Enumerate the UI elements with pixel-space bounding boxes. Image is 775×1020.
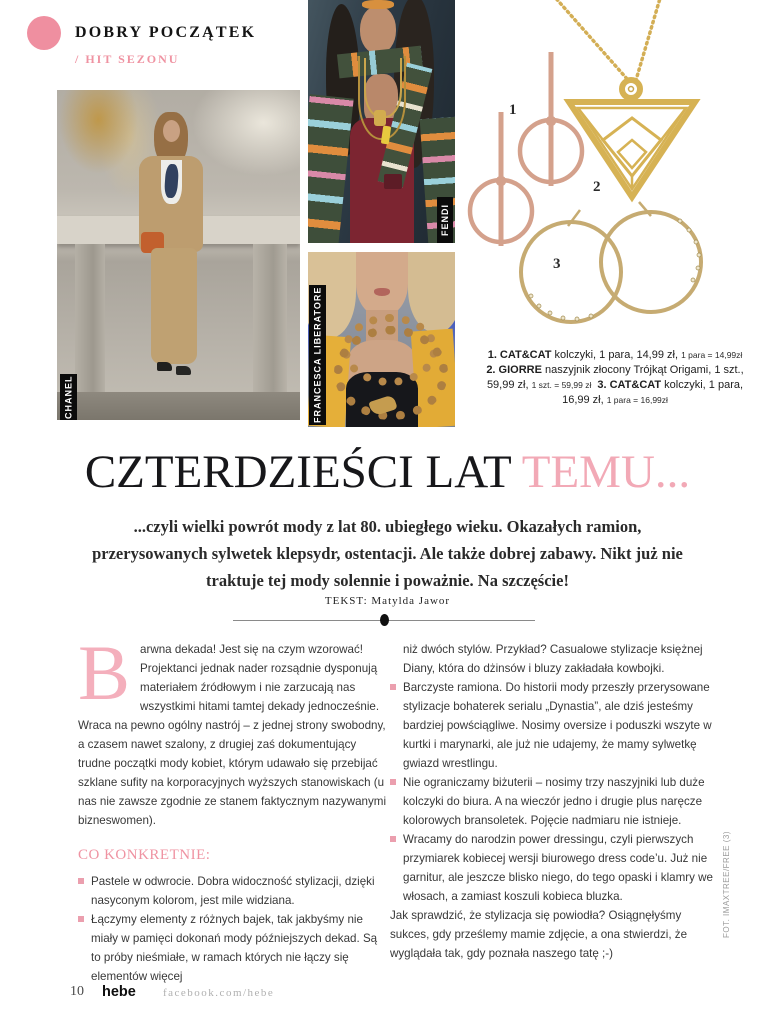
bullet-list-left bbox=[78, 872, 386, 986]
product-number-2: 2 bbox=[593, 179, 601, 195]
byline: TEKST: Matylda Jawor bbox=[324, 595, 451, 607]
caption-line-2 bbox=[462, 363, 768, 378]
article-column-right bbox=[390, 640, 715, 963]
caption-line-1 bbox=[462, 348, 768, 363]
bullet-text: Barczyste ramiona. Do historii mody przeszły przerysowane stylizacje bohaterek serialu „Dynastia”, ale dziś jesteśmy bardziej powściągliwe. Nosimy oversize i poduszki wszyte w kurtki i marynarki, ale już nie udajemy, że mamy sylwetkę gwiazd wrestlingu. bbox=[403, 681, 712, 770]
facebook-url: facebook.com/hebe bbox=[163, 987, 275, 999]
intro-text: arwna dekada! Jest się na czym wzorować! Projektanci jednak nader rozsądnie dysponują materiałem źródłowym i nie zarzucają nas wszystkimi hitami tamtej dekady jednocześnie. Wraca na pewno ogólny nastrój – z jednej strony swobodny, a czasem nawet szalony, z drugiej zaś dokumentujący trudne początki mody kobiet, którym udawało się przebijać szklane sufity na korporacyjnych wyższych stanowiskach (u nas nie zawsze zgodnie ze stanem faktycznym nazywanymi bizneswomen). bbox=[78, 643, 387, 827]
bullet-text: Nie ograniczamy biżuterii – nosimy trzy naszyjniki lub duże kolczyki do biura. A na wieczór jedno i drugie plus naręcze kolorowych bransoletek. Pojęcie nadmiaru nie istnieje. bbox=[403, 776, 705, 827]
francesca-liberatore-label: FRANCESCA LIBERATORE bbox=[309, 285, 326, 425]
list-item bbox=[390, 830, 715, 906]
bullet-text: Łączymy elementy z różnych bajek, tak jakbyśmy nie miały w pamięci dokonań mody późniejszych dekad. Są to próby nieśmiałe, w ramach których nie łączy się elementów więcej bbox=[91, 913, 378, 983]
article-column-left bbox=[78, 629, 387, 986]
bullet-square-icon bbox=[78, 916, 84, 922]
fendi-photo bbox=[308, 0, 455, 243]
caption-unit-price: 1 para = 16,99zł bbox=[606, 395, 668, 405]
model-face bbox=[163, 120, 180, 142]
list-item bbox=[78, 910, 386, 986]
product-number-3: 3 bbox=[553, 256, 561, 272]
dropcap: B bbox=[78, 629, 131, 716]
chanel-runway-photo bbox=[57, 90, 300, 420]
caption-text: 16,99 zł, bbox=[562, 394, 607, 406]
model-lips bbox=[374, 288, 390, 296]
model-face bbox=[360, 6, 396, 54]
bullet-text: Wracamy do narodzin power dressingu, czyli pierwszych przymiarek kobiecej wersji biurowego dress code’u. Już nie garnitur, ale jeszcze blisko niego, do tego opaski i klamry we włosach, a zamiast koszuli kobieca bluzka. bbox=[403, 833, 713, 903]
model-shoe bbox=[176, 366, 191, 375]
model-shoe bbox=[157, 362, 172, 371]
necklace-pendant bbox=[374, 110, 386, 126]
chanel-label: CHANEL bbox=[60, 374, 77, 420]
brand-dot-icon bbox=[27, 16, 61, 50]
origami-triangle-pendant bbox=[569, 80, 695, 197]
hebe-logo: hebe bbox=[102, 984, 136, 1000]
section-title: DOBRY POCZĄTEK bbox=[75, 24, 257, 41]
bullet-square-icon bbox=[78, 878, 84, 884]
outro-paragraph: Jak sprawdzić, że stylizacja się powiodła? Osiągnęłyśmy sukces, gdy prześlemy mamie zdjęcie, a ona stwierdzi, że wyglądała tak, gdy poznała naszego tatę ;-) bbox=[390, 909, 688, 960]
hoop-earrings bbox=[521, 202, 701, 322]
caption-unit-price: 1 szt. = 59,99 zł bbox=[531, 380, 592, 390]
mini-bag bbox=[384, 174, 402, 189]
fendi-label: FENDI bbox=[437, 197, 453, 243]
bullet-text: Pastele w odwrocie. Dobra widoczność stylizacji, dzięki nasyconym kolorom, jest mile widziana. bbox=[91, 875, 375, 907]
page-number: 10 bbox=[70, 984, 84, 999]
caption-text: naszyjnik złocony Trójkąt Origami, 1 szt., bbox=[541, 364, 744, 376]
striped-cardigan bbox=[308, 94, 354, 243]
standfirst: ...czyli wielki powrót mody z lat 80. ubiegłego wieku. Okazałych ramion, przerysowanych sylwetek klepsydr, ostentacji. Ale także dobrej zabawy. Nikt już nie traktuje tej mody solennie i poważnie. Na szczęście! bbox=[92, 517, 683, 590]
jewelry-still-life bbox=[465, 0, 775, 345]
list-item bbox=[390, 678, 715, 773]
photo-credit: FOT. IMAXTREE/FREE (3) bbox=[722, 830, 731, 938]
caption-text: kolczyki, 1 para, 14,99 zł, bbox=[551, 349, 682, 361]
caption-brand: 1. CAT&CAT bbox=[487, 349, 552, 361]
bullet-square-icon bbox=[390, 836, 396, 842]
headline-black: CZTERDZIEŚCI LAT bbox=[84, 446, 522, 498]
article-headline bbox=[0, 445, 775, 499]
list-item bbox=[78, 872, 386, 910]
caption-line-3 bbox=[462, 378, 768, 393]
continuation-paragraph: niż dwóch stylów. Przykład? Casualowe stylizacje księżnej Diany, która do dżinsów i bluzy zakładała kowbojki. bbox=[403, 643, 703, 675]
caption-brand: 3. CAT&CAT bbox=[597, 379, 662, 391]
bullet-square-icon bbox=[390, 684, 396, 690]
product-caption bbox=[462, 348, 768, 408]
section-subtitle: / HIT SEZONU bbox=[75, 52, 180, 66]
product-number-1: 1 bbox=[509, 102, 517, 118]
caption-unit-price: 1 para = 14,99zł bbox=[681, 350, 743, 360]
divider-dot-icon bbox=[380, 614, 389, 626]
bar-circle-earrings bbox=[470, 52, 582, 246]
caption-line-4 bbox=[462, 393, 768, 408]
caption-brand: 2. GIORRE bbox=[486, 364, 542, 376]
kicker-heading: CO KONKRETNIE: bbox=[78, 847, 211, 863]
bullet-square-icon bbox=[390, 779, 396, 785]
francesca-liberatore-photo bbox=[308, 252, 455, 427]
photo-step-shape bbox=[57, 392, 300, 420]
model-trousers bbox=[151, 248, 197, 364]
intro-paragraph bbox=[78, 629, 387, 830]
model-face bbox=[356, 252, 408, 316]
model-headband bbox=[362, 0, 394, 9]
headline-pink: TEMU... bbox=[521, 446, 691, 498]
necklace-chain bbox=[553, 0, 661, 80]
caption-text: 59,99 zł, bbox=[486, 379, 532, 391]
caption-text: kolczyki, 1 para, bbox=[661, 379, 744, 391]
bullet-list-right bbox=[390, 678, 715, 906]
list-item bbox=[390, 773, 715, 830]
